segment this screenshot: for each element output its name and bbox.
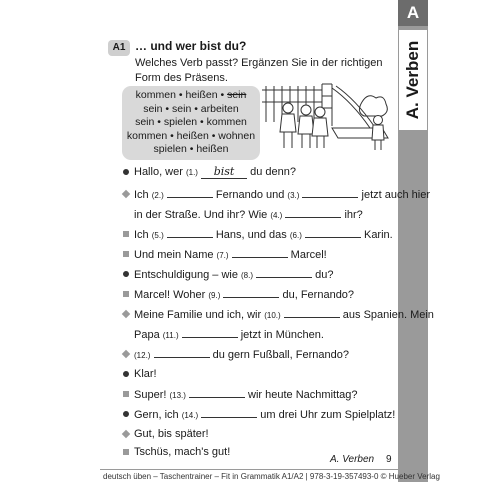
gap-number: (10.) <box>264 311 281 320</box>
gap-number: (7.) <box>216 251 229 260</box>
chapter-label: A. Verben <box>403 40 422 120</box>
dialogue-text <box>134 326 324 344</box>
word-line: sein • sein • arbeiten <box>143 102 239 115</box>
gap-blank[interactable] <box>223 286 279 298</box>
word-line <box>122 89 260 103</box>
gap-number: (2.) <box>151 191 164 200</box>
text: Gut, bis später! <box>134 428 209 440</box>
text: um drei Uhr zum Spielplatz! <box>257 409 396 421</box>
gap-number: (14.) <box>181 411 199 420</box>
bullet-dot-icon <box>122 366 132 382</box>
text: Karin. <box>360 229 393 241</box>
text: Hallo, wer <box>134 166 186 178</box>
gap-blank[interactable] <box>201 406 257 418</box>
bullet-square-icon <box>122 246 132 262</box>
word-line: kommen • heißen • wohnen <box>126 129 256 142</box>
dialogue-text <box>134 346 349 364</box>
bullet-dot-icon <box>122 164 132 180</box>
text: Und mein Name <box>134 249 217 261</box>
text: Tschüs, mach's gut! <box>134 446 231 458</box>
word-line: spielen • heißen <box>153 143 229 156</box>
gap-number: (1.) <box>185 168 198 177</box>
gap-number: (13.) <box>169 391 186 400</box>
text: Hans, und das <box>212 229 290 241</box>
chapter-label-box <box>399 30 427 130</box>
task-title: … und wer bist du? <box>135 39 247 53</box>
bullet-square-icon <box>122 226 132 242</box>
gap-number: (6.) <box>289 231 302 240</box>
dialogue-text <box>134 426 209 442</box>
text: Ich <box>134 229 152 241</box>
playground-illustration <box>262 82 390 152</box>
bullet-diamond-icon <box>122 186 132 202</box>
text: Fernando und <box>212 189 288 201</box>
text: aus Spanien. Mein <box>339 309 434 321</box>
text: du denn? <box>247 166 296 178</box>
gap-blank[interactable] <box>232 246 288 258</box>
page-number: 9 <box>386 454 392 465</box>
bullet-diamond-icon <box>122 426 132 442</box>
bullet-dot-icon <box>122 406 132 422</box>
dialogue-text <box>134 286 354 304</box>
gap-blank[interactable] <box>167 186 213 198</box>
bullet-diamond-icon <box>122 306 132 322</box>
gap-number: (9.) <box>208 291 221 300</box>
bullet-diamond-icon <box>122 346 132 362</box>
gap-number: (4.) <box>270 211 283 220</box>
bullet-square-icon <box>122 286 132 302</box>
dialogue-text <box>134 306 434 324</box>
bullet-square-icon <box>122 444 132 460</box>
text: Marcel! Woher <box>134 289 209 301</box>
dialogue-text <box>134 226 393 244</box>
text: Papa <box>134 329 163 341</box>
text: du, Fernando? <box>279 289 355 301</box>
bullet-square-icon <box>122 386 132 402</box>
text: du gern Fußball, Fernando? <box>209 349 349 361</box>
gap-blank[interactable] <box>182 326 238 338</box>
word-list-text: kommen • heißen • <box>135 89 228 101</box>
example-answer: bist <box>201 165 247 179</box>
chapter-side-tab <box>398 0 428 482</box>
gap-blank[interactable] <box>302 186 358 198</box>
text: jetzt auch hier <box>358 189 431 201</box>
struck-word: sein <box>227 89 247 101</box>
gap-number: (5.) <box>151 231 164 240</box>
gap-blank[interactable] <box>284 306 340 318</box>
dialogue-text <box>134 386 357 404</box>
dialogue-text <box>134 366 157 382</box>
text: Super! <box>134 389 170 401</box>
bullet-dot-icon <box>122 266 132 282</box>
footer-section-title: A. Verben <box>330 454 375 465</box>
gap-number: (3.) <box>287 191 300 200</box>
word-box <box>122 86 260 160</box>
text: ihr? <box>341 209 363 221</box>
text: Klar! <box>134 368 157 380</box>
gap-blank[interactable] <box>189 386 245 398</box>
gap-number: (11.) <box>162 331 179 340</box>
footer-imprint: deutsch üben – Taschentrainer – Fit in Grammatik A1/A2 | 978-3-19-357493-0 © Hueber Verlag <box>103 472 440 481</box>
dialogue-text <box>134 266 334 284</box>
text: wir heute Nachmittag? <box>244 389 358 401</box>
gap-number: (12.) <box>134 351 151 360</box>
dialogue-text <box>134 246 327 264</box>
footer-divider <box>100 469 428 470</box>
gap-blank[interactable] <box>256 266 312 278</box>
dialogue-text <box>134 206 363 224</box>
dialogue-text <box>134 164 296 181</box>
task-instruction: Welches Verb passt? Ergänzen Sie in der richtigen Form des Präsens. <box>135 57 383 84</box>
text: Gern, ich <box>134 409 182 421</box>
text: Marcel! <box>287 249 327 261</box>
text: du? <box>312 269 334 281</box>
word-line: sein • spielen • kommen <box>135 116 247 129</box>
text: jetzt in München. <box>237 329 324 341</box>
chapter-letter: A <box>398 0 428 26</box>
dialogue-text <box>134 406 395 424</box>
dialogue-text <box>134 186 430 204</box>
gap-blank[interactable] <box>154 346 210 358</box>
gap-blank[interactable] <box>167 226 213 238</box>
gap-blank[interactable] <box>285 206 341 218</box>
gap-blank[interactable] <box>305 226 361 238</box>
text: Ich <box>134 189 152 201</box>
text: in der Straße. Und ihr? Wie <box>134 209 271 221</box>
task-badge: A1 <box>108 40 130 56</box>
dialogue-text <box>134 444 230 460</box>
gap-number: (8.) <box>241 271 254 280</box>
text: Meine Familie und ich, wir <box>134 309 265 321</box>
text: Entschuldigung – wie <box>134 269 242 281</box>
